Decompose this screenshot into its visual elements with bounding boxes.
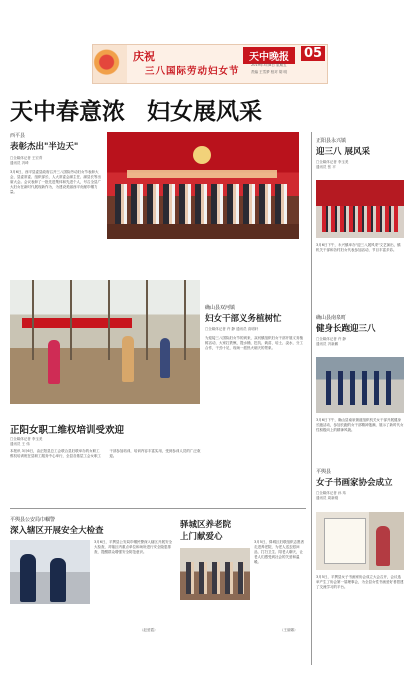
article-nursing — [180, 518, 306, 542]
running-photo — [316, 357, 404, 413]
article-byline-2: 通讯员 周新刚 — [316, 496, 339, 500]
calligraphy-scroll — [324, 518, 366, 564]
calligraphy-photo — [316, 512, 404, 570]
article-kicker: 平舆县 — [316, 469, 332, 475]
article-body: 3月6日下午，永兴镇举办"迎三八展风采"文艺演出，镇机关干部和各村妇女代表参加活动，节目丰富多彩。 — [316, 243, 401, 252]
article-byline: □全媒体记者 李玉美 — [10, 437, 43, 441]
article-byline-2: 通讯员 张 平 — [316, 165, 336, 169]
article-zhengyang-yongxing — [316, 137, 404, 170]
article-body: 为迎接三八国际妇女节的到来，双河镇组织妇女干部开展义务植树活动，大家扛铁锹、提水桶，挖坑、栽苗、培土、浇水，分工合作，干劲十足，现场一派热火朝天的景象。 — [205, 336, 303, 350]
article-title: 驿城区养老院 — [180, 520, 232, 530]
newspaper-name: 天中晚报 — [243, 47, 295, 64]
main-headline — [10, 93, 262, 126]
stage-floor — [107, 224, 299, 239]
article-title-2: 上门献爱心 — [180, 532, 223, 542]
police-photo — [10, 540, 90, 604]
stage-emblem — [193, 146, 211, 164]
masthead — [92, 44, 328, 84]
article-body: 3月5日，平舆县女子书画家协会成立大会召开，会议选举产生了协会第一届理事会，为全县女性书画爱好者搭建了交流学习的平台。 — [316, 575, 404, 589]
horizontal-divider — [10, 508, 306, 509]
article-title: 妇女干部义务植树忙 — [205, 314, 282, 324]
article-byline: □全媒体记者 孙 玮 — [316, 491, 347, 495]
award-recipients — [115, 184, 291, 224]
article-kicker: 平舆县公安局巾帼警 — [10, 517, 56, 523]
article-body: 本报讯 3月6日，由正阳县总工会联合县妇联举办的女职工维权培训班在县职工服务中心举行，全县各基层工会女职工干部参加培训，培训内容丰富实用，受到参训人员的广泛欢迎。 — [10, 449, 201, 458]
article-credit: （赵爱霞） — [140, 628, 158, 632]
article-body: 3月6日下午，确山县南泉街道组织机关女干部开展健身长跑活动，参加长跑的女干部精神饱满，展示了新时代女性积极向上的精神风貌。 — [316, 418, 404, 432]
article-queshan — [316, 314, 404, 347]
article-title: 健身长跑迎三八 — [316, 324, 376, 334]
performers — [322, 206, 398, 232]
volunteer-figure-2 — [122, 336, 134, 382]
article-tree-planting — [205, 304, 305, 398]
article-kicker: 西平县 — [10, 133, 26, 139]
holiday-slogan: 三八国际劳动妇女节 — [145, 66, 240, 77]
celebrate-text: 庆祝 — [133, 50, 155, 63]
article-kicker: 确山县南泉町 — [316, 315, 347, 321]
article-byline-2: 通讯员 冯新鹏 — [316, 342, 339, 346]
article-byline-2: 通讯员 冯琦 — [10, 161, 29, 165]
article-byline: □全媒体记者 李玉美 — [316, 160, 349, 164]
police-officer — [20, 554, 36, 602]
issue-date: 2019年3月8日 星期五 — [251, 63, 287, 67]
article-kicker: 确山县双河镇 — [205, 305, 236, 311]
runners — [326, 371, 394, 405]
column-divider — [311, 132, 312, 665]
headline-part-1: 天中春意浓 — [10, 99, 125, 125]
volunteer-figure — [48, 340, 60, 384]
tree-planting-photo — [10, 280, 200, 404]
stage-banner — [127, 170, 277, 178]
article-byline: □全媒体记者 许 静 — [316, 337, 347, 341]
article-byline: □全媒体记者 王宏青 — [10, 156, 43, 160]
article-xiping — [10, 132, 104, 230]
bare-trees — [10, 280, 200, 360]
article-body: 3月6日，平舆县公安局巾帼民警深入辖区开展安全大检查，对辖区内重点单位和场所进行安全隐患排查，提醒群众增强安全防范意识。 — [94, 540, 172, 554]
article-title: 深入辖区开展安全大检查 — [10, 526, 104, 536]
headline-part-2: 妇女展风采 — [147, 99, 262, 125]
flower-decoration — [93, 45, 127, 83]
article-title: 女子书画家协会成立 — [316, 478, 393, 488]
article-credit: （王丽娜） — [280, 628, 298, 632]
article-byline: □全媒体记者 许 静 通讯员 高明轩 — [205, 327, 259, 331]
article-public-security — [10, 516, 180, 536]
page-number: 05 — [301, 46, 325, 61]
police-officer-2 — [50, 558, 66, 602]
article-body: 3月6日，西平县委县政府召开三八国际劳动妇女节表彰大会，县委常委、组织部长、人大常委会副主任、副县长等出席大会。会议表彰了一批先进集体和先进个人，号召全县广大妇女在新时代展现新作为，为建设美丽西平贡献巾帼力量。 — [10, 170, 101, 194]
article-title: 表彰杰出"半边天" — [10, 142, 79, 152]
article-body: 3月5日，驿城区妇联组织志愿者走进养老院，为老人送去慰问品，打扫卫生、陪老人聊天，让老人们感受到社会的关爱和温暖。 — [254, 540, 304, 564]
article-byline-2: 通讯员 王 伟 — [10, 442, 30, 446]
article-pingyu — [316, 468, 404, 501]
woman-figure — [376, 526, 390, 566]
volunteer-figure-3 — [160, 338, 170, 378]
article-kicker: 正阳县永兴镇 — [316, 138, 347, 144]
article-title: 迎三八 展风采 — [316, 147, 370, 157]
article-training-title: 正阳女职工维权培训受欢迎 — [10, 425, 125, 436]
editors-line: 责编 王雪梦 校对 胡 明 — [251, 70, 287, 74]
volunteers-and-elders — [186, 562, 244, 594]
performance-photo — [316, 180, 404, 238]
nursing-home-photo — [180, 548, 250, 600]
stage-award-photo — [107, 132, 299, 239]
